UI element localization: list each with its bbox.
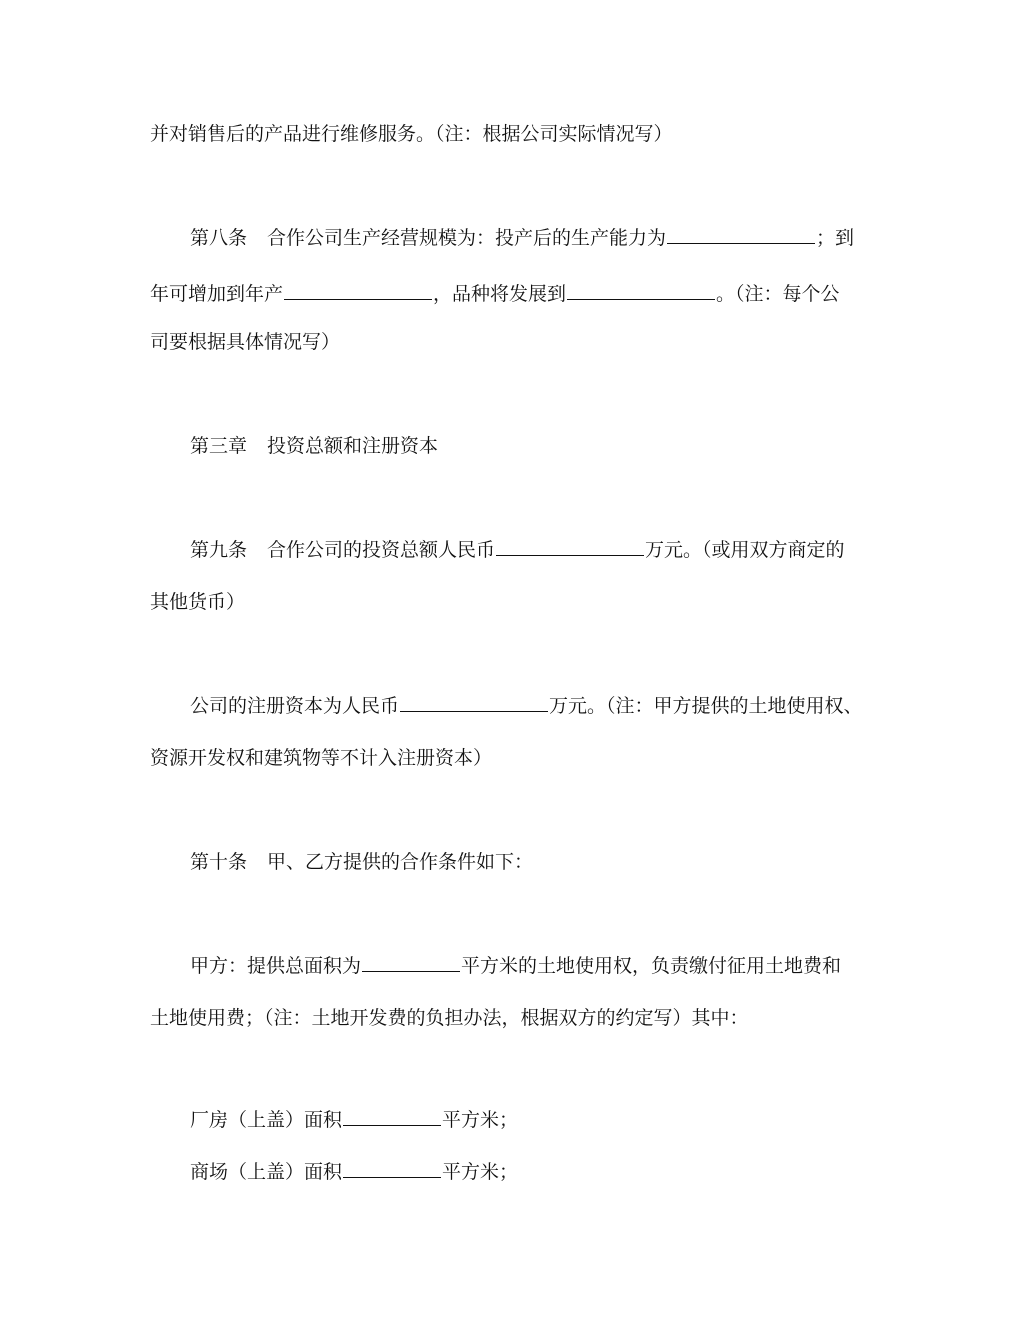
fill-blank [567, 282, 715, 300]
fill-blank [496, 538, 644, 556]
article-9-line-1 [190, 538, 845, 562]
article-9-line-2 [150, 590, 245, 614]
text: 万元。（注：甲方提供的土地使用权、 [549, 695, 863, 717]
party-a-line-2 [150, 1006, 749, 1030]
text: 万元。（或用双方商定的 [645, 539, 845, 561]
fill-blank [667, 226, 815, 244]
chapter-title: 投资总额和注册资本 [267, 435, 439, 457]
text: 并对销售后的产品进行维修服务。（注：根据公司实际情况写） [150, 123, 673, 145]
party-a-line-1 [190, 954, 841, 978]
fill-blank [284, 282, 432, 300]
text: 土地使用费；（注：土地开发费的负担办法，根据双方的约定写）其中： [150, 1007, 749, 1029]
text: 合作公司的投资总额人民币 [267, 539, 496, 561]
text: 商场（上盖）面积 [190, 1161, 343, 1183]
fill-blank [343, 1160, 441, 1178]
article-label: 第八条 [190, 227, 248, 249]
fill-blank [400, 694, 548, 712]
text: 平方米的土地使用权，负责缴付征用土地费和 [461, 955, 842, 977]
registered-capital-line-2 [150, 746, 492, 770]
text: 资源开发权和建筑物等不计入注册资本） [150, 747, 493, 769]
article-8-line-1 [190, 226, 854, 250]
text: ；到 [816, 227, 855, 249]
text: 平方米； [442, 1161, 519, 1183]
text: 年可增加到年产 [150, 283, 284, 305]
registered-capital-line-1 [190, 694, 863, 718]
article-10-line [190, 850, 533, 874]
text: 公司的注册资本为人民币 [190, 695, 400, 717]
article-label: 第九条 [190, 539, 248, 561]
text: 甲、乙方提供的合作条件如下： [267, 851, 534, 873]
text: 平方米； [442, 1109, 519, 1131]
fill-blank [362, 954, 460, 972]
article-8-line-2 [150, 282, 840, 306]
text: ，品种将发展到 [433, 283, 567, 305]
text: 甲方：提供总面积为 [190, 955, 362, 977]
text: 合作公司生产经营规模为：投产后的生产能力为 [267, 227, 667, 249]
chapter-3-heading [190, 434, 438, 458]
paragraph-line [150, 122, 673, 146]
factory-area-line [190, 1108, 518, 1132]
text: 厂房（上盖）面积 [190, 1109, 343, 1131]
mall-area-line [190, 1160, 518, 1184]
text: 。（注：每个公 [716, 283, 840, 305]
article-label: 第十条 [190, 851, 248, 873]
text: 其他货币） [150, 591, 246, 613]
fill-blank [343, 1108, 441, 1126]
article-8-line-3 [150, 330, 340, 354]
chapter-label: 第三章 [190, 435, 248, 457]
text: 司要根据具体情况写） [150, 331, 341, 353]
